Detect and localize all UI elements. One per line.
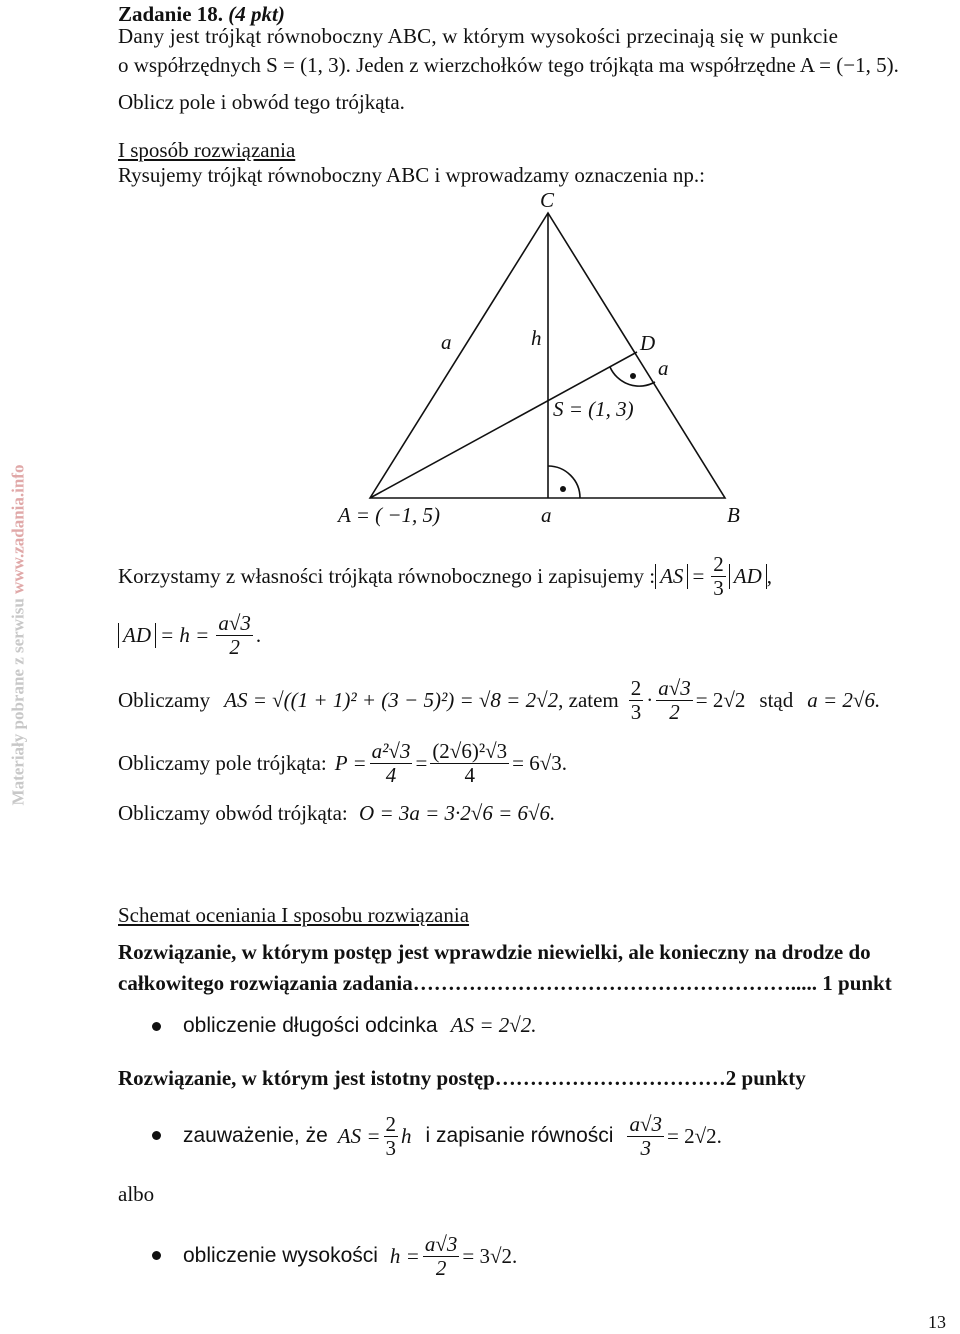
- l1-frac-num: 2: [713, 552, 724, 577]
- bullet3-text: obliczenie wysokości: [183, 1244, 378, 1267]
- l4-f2-num: (2√6)²√3: [432, 739, 508, 764]
- l4-text: Obliczamy pole trójkąta:: [118, 750, 327, 775]
- scheme-p1-line1: Rozwiązanie, w którym postęp jest wprawdzie niewielki, ale konieczny na drodze do: [118, 940, 871, 964]
- method-intro: Rysujemy trójkąt równoboczny ABC i wprowadzamy oznaczenia np.:: [118, 163, 706, 187]
- l3-f1-den: 3: [630, 699, 642, 724]
- l3-math: AS = √((1 + 1)² + (3 − 5)²) = √8 = 2√2: [224, 687, 559, 712]
- l2-mid: = h =: [160, 622, 210, 647]
- solution-line-4: Obliczamy pole trójkąta: P = $\frac{\text{a²√3}}{4}$ = $\frac{\text{(2√6)²√3}}{4}$ = 6√3.: [118, 739, 568, 787]
- bullet-2: [183, 1108, 722, 1164]
- p2-dots: ……………………………: [494, 1066, 726, 1090]
- bullet3-h: h =: [389, 1243, 420, 1268]
- label-a-bottom: a: [541, 503, 552, 527]
- l3-f2-num: a√3: [658, 676, 691, 701]
- watermark-url: www.zadania.info: [8, 464, 28, 594]
- bullet-dot-2: [152, 1131, 161, 1140]
- solution-line-2: AD = h = $\frac{a√3}{2}$ .: [118, 607, 261, 663]
- l4-result: = 6√3.: [512, 750, 568, 775]
- l3-stad: stąd: [759, 687, 794, 712]
- bullet2-frac-num: 2: [385, 1112, 397, 1137]
- solution-line-1: Korzystamy z własności trójkąta równobocznego i zapisujemy : AS = $\frac{2}{3}$ AD ,: [118, 552, 773, 600]
- bullet2-f-num: a√3: [629, 1112, 662, 1137]
- bullet-dot-1: [152, 1022, 161, 1031]
- label-s: S = (1, 3): [553, 397, 634, 421]
- scheme-p2: [118, 1066, 960, 1091]
- page-number: 13: [928, 1312, 946, 1332]
- bullet2-end: = 2√2.: [666, 1123, 722, 1148]
- right-angle-dot-bottom: [560, 486, 566, 492]
- l3-eq: = 2√2: [695, 687, 746, 712]
- label-c: C: [540, 188, 555, 212]
- l2-num: a√3: [218, 611, 251, 636]
- solution-l1-text: Korzystamy z własności trójkąta równobocznego i zapisujemy :: [118, 563, 656, 588]
- segment-as: AS: [655, 564, 688, 589]
- task-points: (4 pkt): [228, 2, 285, 26]
- l2-den: 2: [229, 634, 240, 659]
- l1-frac-den: 3: [713, 575, 724, 600]
- l3-zatem: , zatem: [558, 687, 619, 712]
- bullet2-frac-den: 3: [385, 1135, 397, 1160]
- label-a-left: a: [441, 330, 452, 354]
- solution-line-5: [118, 801, 555, 826]
- scheme-heading: Schemat oceniania I sposobu rozwiązania: [118, 903, 470, 927]
- bullet2-as: AS =: [337, 1123, 381, 1148]
- p1-points: 1 punkt: [817, 971, 892, 995]
- l3-f2-den: 2: [669, 699, 680, 724]
- bullet2-text: zauważenie, że: [183, 1124, 328, 1147]
- p1-dots: ……………………………………………….....: [412, 971, 818, 995]
- l5-math: O = 3a = 3·2√6 = 6√6.: [359, 801, 556, 825]
- bullet-3: [183, 1228, 517, 1284]
- triangle-diagram: [0, 0, 960, 560]
- l3-f1-num: 2: [630, 676, 642, 701]
- right-angle-dot-d: [630, 373, 636, 379]
- l5-text: Obliczamy obwód trójkąta:: [118, 801, 348, 825]
- l3-text: Obliczamy: [118, 687, 211, 712]
- l4-f1-den: 4: [385, 762, 397, 787]
- bullet-1: [183, 1013, 537, 1038]
- l4-p: P =: [334, 750, 367, 775]
- bullet3-f-den: 2: [435, 1255, 447, 1280]
- task-title-text: Zadanie 18.: [118, 2, 224, 26]
- bullet2-h: h: [401, 1123, 412, 1148]
- segment-ad: AD: [729, 564, 767, 589]
- bullet2-mid: i zapisanie równości: [425, 1124, 614, 1147]
- p1-line2-text: całkowitego rozwiązania zadania: [118, 971, 413, 995]
- task-line-3: Oblicz pole i obwód tego trójkąta.: [118, 90, 405, 114]
- bullet3-end: = 3√2.: [462, 1243, 518, 1268]
- task-line-1: Dany jest trójkąt równoboczny ABC, w którym wysokości przecinają się w punkcie: [118, 24, 839, 48]
- label-a-vertex: A = ( −1, 5): [338, 503, 441, 527]
- bullet3-f-num: a√3: [424, 1232, 458, 1257]
- task-line-2: o współrzędnych S = (1, 3). Jeden z wierzchołków tego trójkąta ma współrzędne A = (−1, 5).: [118, 53, 899, 77]
- scheme-p1-line2: [118, 971, 960, 996]
- method-heading: I sposób rozwiązania: [118, 138, 296, 162]
- watermark-prefix: Materiały pobrane z serwisu: [8, 593, 28, 806]
- p2-text: Rozwiązanie, w którym jest istotny postęp: [118, 1066, 495, 1090]
- l2-ad: AD: [118, 623, 156, 648]
- label-d: D: [640, 331, 656, 355]
- albo: albo: [118, 1182, 155, 1206]
- right-angle-bottom: [548, 466, 580, 498]
- bullet1-math: AS = 2√2.: [450, 1013, 537, 1037]
- label-h: h: [531, 326, 542, 350]
- solution-line-3: Obliczamy AS = √((1 + 1)² + (3 − 5)²) = √8 = 2√2 , zatem $\frac{2}{3}$ · $\frac{a√3}{2}$ = 2√2 stąd a = 2√6.: [118, 676, 881, 724]
- bullet1-text: obliczenie długości odcinka: [183, 1014, 438, 1037]
- p2-points: 2 punkty: [725, 1066, 806, 1090]
- l4-f1-num: a²√3: [371, 739, 411, 764]
- bullet-dot-3: [152, 1251, 161, 1260]
- altitude-ad: [370, 352, 637, 498]
- l3-result: a = 2√6.: [807, 687, 881, 712]
- bullet2-f-den: 3: [640, 1135, 651, 1160]
- label-a-right: a: [658, 356, 669, 380]
- label-b: B: [727, 503, 740, 527]
- l4-f2-den: 4: [464, 762, 475, 787]
